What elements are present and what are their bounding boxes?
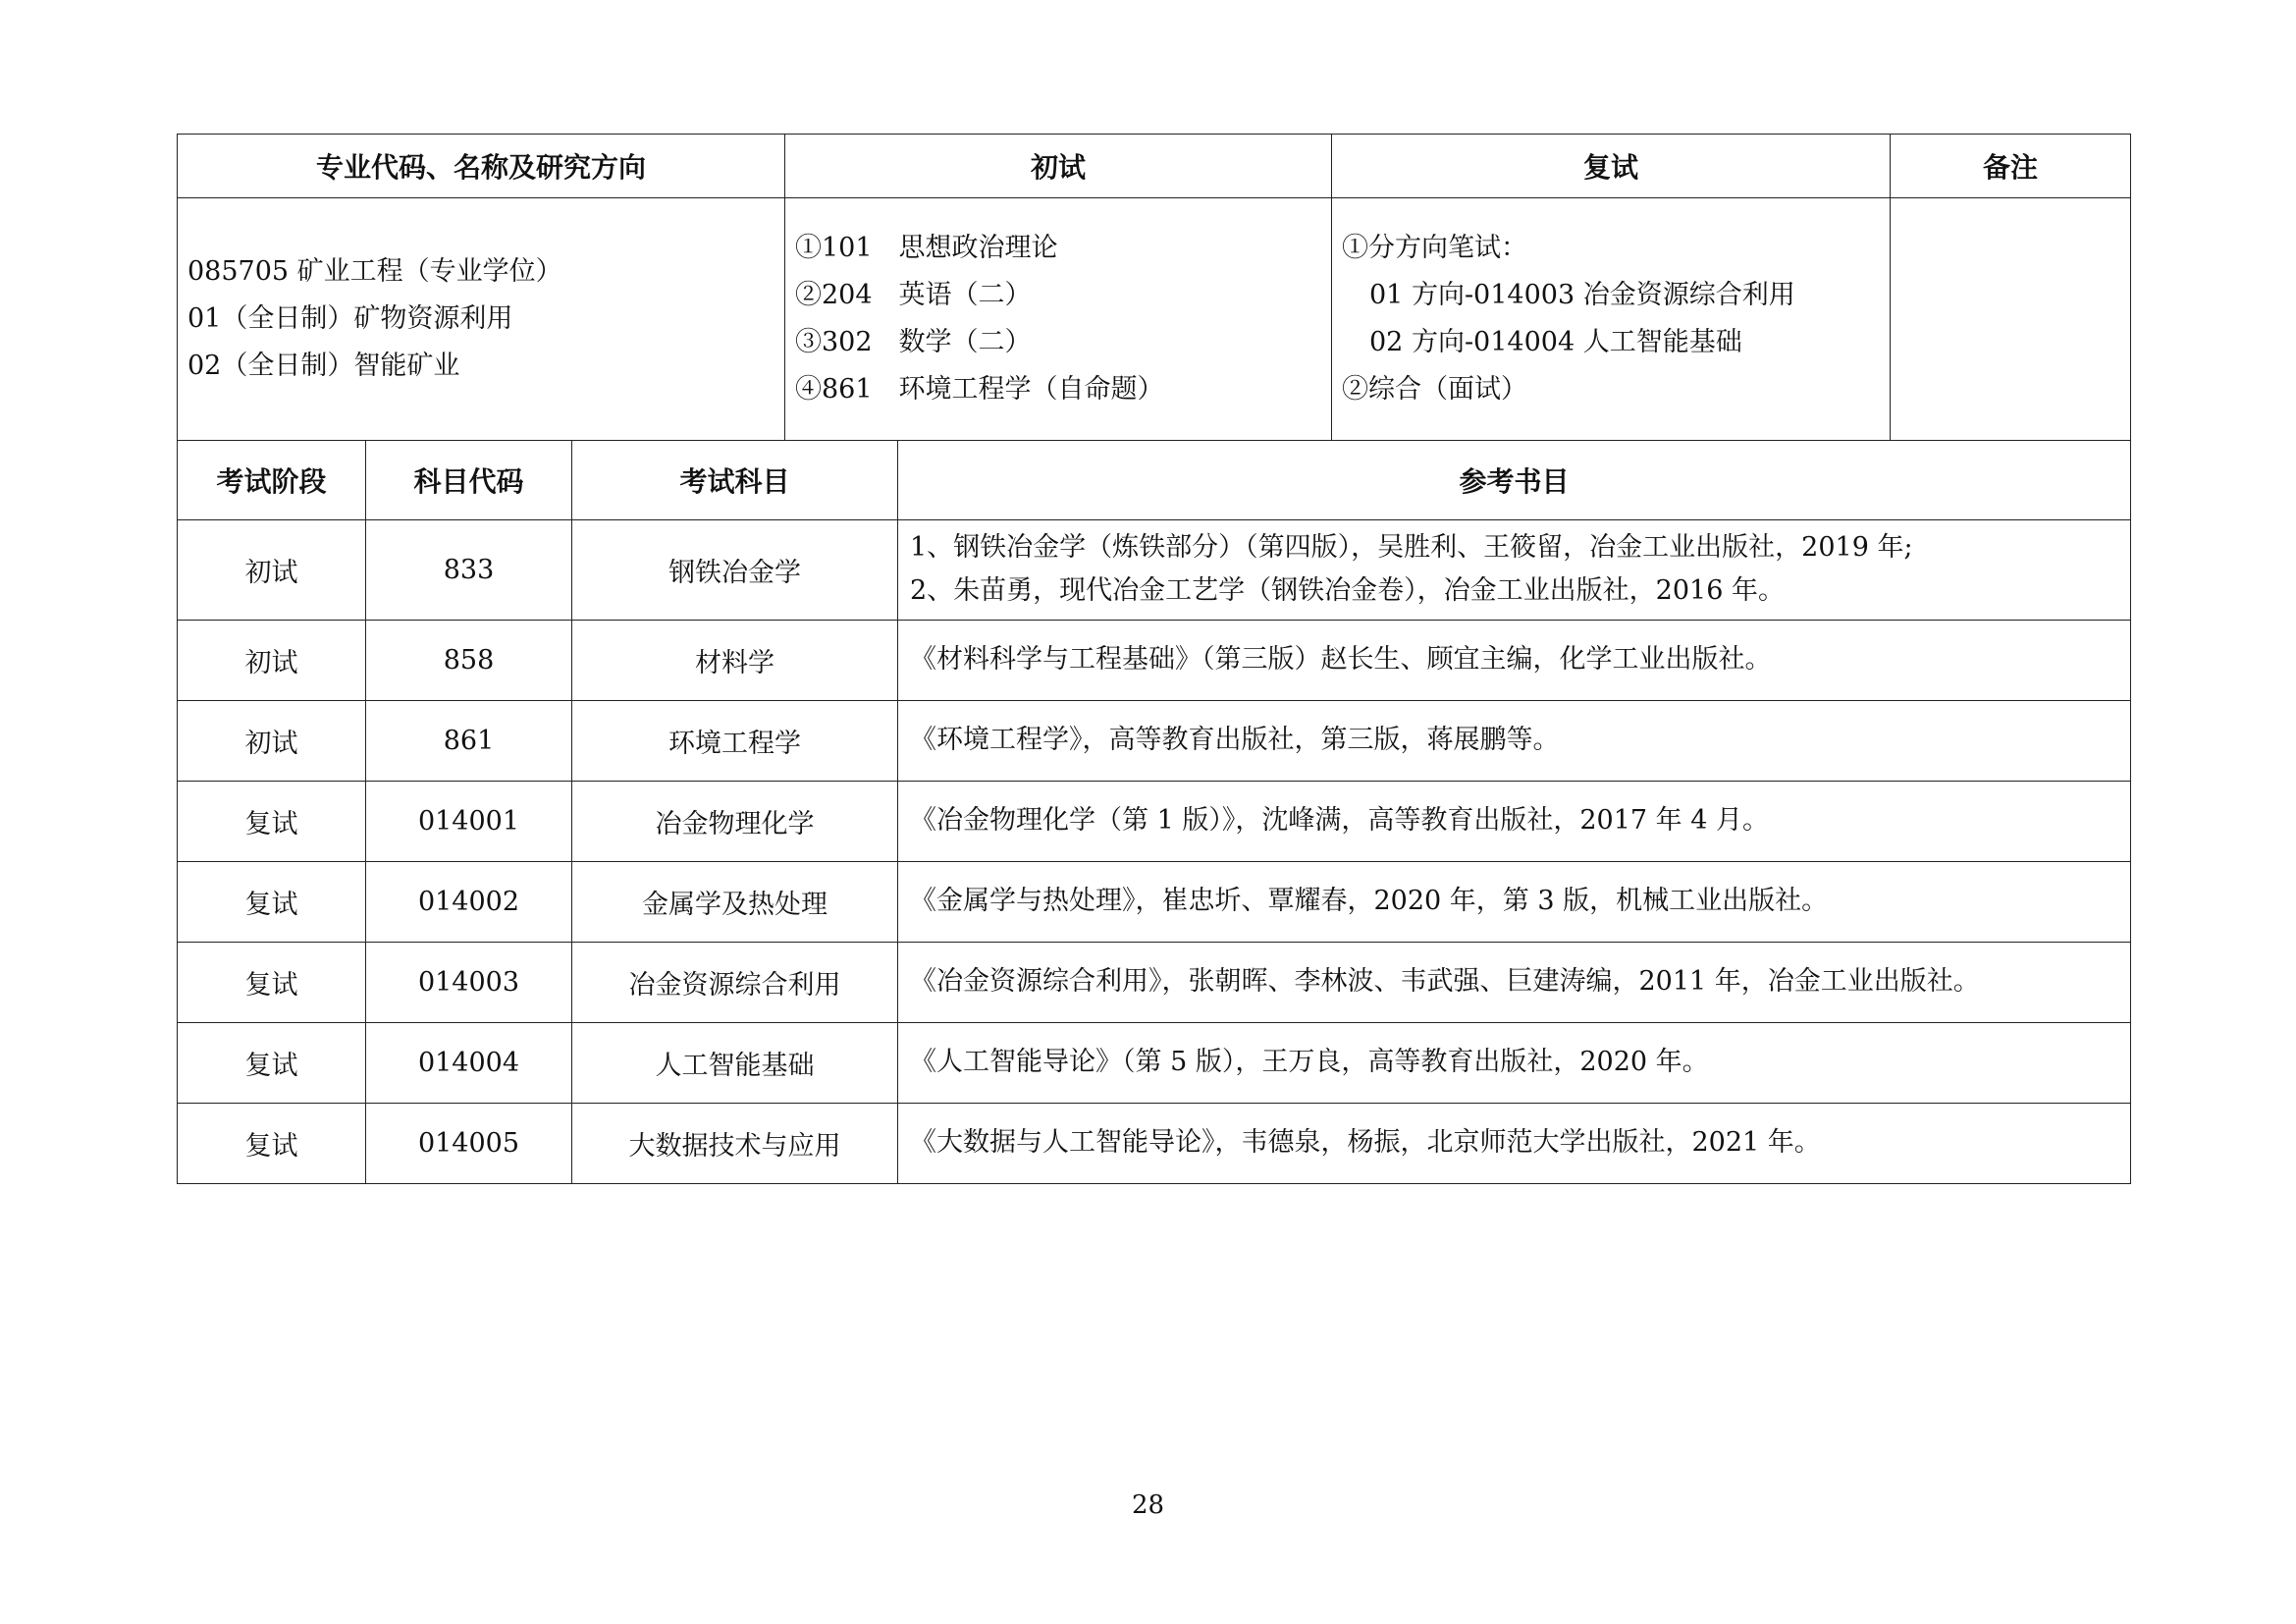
subject-cell: 钢铁冶金学 (572, 519, 898, 620)
code-cell: 858 (366, 620, 572, 700)
code-cell: 014002 (366, 861, 572, 942)
reference-cell: 《冶金资源综合利用》，张朝晖、李林波、韦武强、巨建涛编，2011 年，冶金工业出版社。 (898, 942, 2131, 1022)
header-code: 科目代码 (366, 440, 572, 519)
subject-cell: 大数据技术与应用 (572, 1103, 898, 1183)
table-row (178, 1103, 2131, 1183)
program-header-row (178, 135, 2131, 198)
reference-cell: 《材料科学与工程基础》（第三版）赵长生、顾宜主编，化学工业出版社。 (898, 620, 2131, 700)
initial-exam-line: ①101 思想政治理论 (795, 233, 1058, 263)
table-row (178, 519, 2131, 620)
program-row (178, 198, 2131, 441)
code-cell: 014005 (366, 1103, 572, 1183)
table-row (178, 1022, 2131, 1103)
code-cell: 014004 (366, 1022, 572, 1103)
header-references: 参考书目 (898, 440, 2131, 519)
header-program: 专业代码、名称及研究方向 (178, 135, 785, 198)
table-row (178, 942, 2131, 1022)
table-row (178, 700, 2131, 781)
subject-cell: 冶金物理化学 (572, 781, 898, 861)
retest-cell (1332, 198, 1891, 441)
program-line: 01（全日制）矿物资源利用 (187, 303, 513, 334)
reference-cell: 《环境工程学》，高等教育出版社，第三版，蒋展鹏等。 (898, 700, 2131, 781)
code-cell: 861 (366, 700, 572, 781)
stage-cell: 复试 (178, 861, 366, 942)
reference-cell (898, 519, 2131, 620)
reference-cell: 《冶金物理化学（第 1 版）》，沈峰满，高等教育出版社，2017 年 4 月。 (898, 781, 2131, 861)
program-line: 085705 矿业工程（专业学位） (187, 256, 562, 287)
subject-cell: 环境工程学 (572, 700, 898, 781)
subjects-table (177, 440, 2131, 1184)
subject-cell: 人工智能基础 (572, 1022, 898, 1103)
stage-cell: 复试 (178, 1103, 366, 1183)
document-page (177, 134, 2130, 1184)
subject-cell: 冶金资源综合利用 (572, 942, 898, 1022)
header-initial: 初试 (785, 135, 1332, 198)
reference-line: 1、钢铁冶金学（炼铁部分）（第四版），吴胜利、王筱留，冶金工业出版社，2019 年; (910, 532, 1913, 563)
table-row (178, 620, 2131, 700)
code-cell: 014003 (366, 942, 572, 1022)
initial-exam-line: ④861 环境工程学（自命题） (795, 374, 1164, 405)
stage-cell: 复试 (178, 942, 366, 1022)
reference-cell: 《大数据与人工智能导论》，韦德泉，杨振，北京师范大学出版社，2021 年。 (898, 1103, 2131, 1183)
table-row (178, 861, 2131, 942)
header-subject: 考试科目 (572, 440, 898, 519)
code-cell: 833 (366, 519, 572, 620)
header-note: 备注 (1891, 135, 2131, 198)
retest-line: 02 方向-014004 人工智能基础 (1369, 327, 1742, 357)
code-cell: 014001 (366, 781, 572, 861)
page-number: 28 (1131, 1490, 1165, 1520)
initial-exam-line: ③302 数学（二） (795, 327, 1032, 357)
header-stage: 考试阶段 (178, 440, 366, 519)
subject-cell: 金属学及热处理 (572, 861, 898, 942)
stage-cell: 复试 (178, 1022, 366, 1103)
reference-cell: 《人工智能导论》（第 5 版），王万良，高等教育出版社，2020 年。 (898, 1022, 2131, 1103)
program-cell (178, 198, 785, 441)
note-cell (1891, 198, 2131, 441)
initial-exam-line: ②204 英语（二） (795, 280, 1032, 310)
retest-line: 01 方向-014003 冶金资源综合利用 (1369, 280, 1795, 310)
header-retest: 复试 (1332, 135, 1891, 198)
table-row (178, 781, 2131, 861)
retest-line: ②综合（面试） (1342, 374, 1527, 405)
initial-exam-cell (785, 198, 1332, 441)
stage-cell: 初试 (178, 519, 366, 620)
stage-cell: 初试 (178, 620, 366, 700)
retest-line: ①分方向笔试： (1342, 233, 1527, 263)
subjects-header-row (178, 440, 2131, 519)
stage-cell: 初试 (178, 700, 366, 781)
program-line: 02（全日制）智能矿业 (187, 351, 460, 381)
reference-cell: 《金属学与热处理》，崔忠圻、覃耀春，2020 年，第 3 版，机械工业出版社。 (898, 861, 2131, 942)
program-table (177, 134, 2131, 441)
reference-line: 2、朱苗勇，现代冶金工艺学（钢铁冶金卷），冶金工业出版社，2016 年。 (910, 575, 1785, 606)
stage-cell: 复试 (178, 781, 366, 861)
subject-cell: 材料学 (572, 620, 898, 700)
